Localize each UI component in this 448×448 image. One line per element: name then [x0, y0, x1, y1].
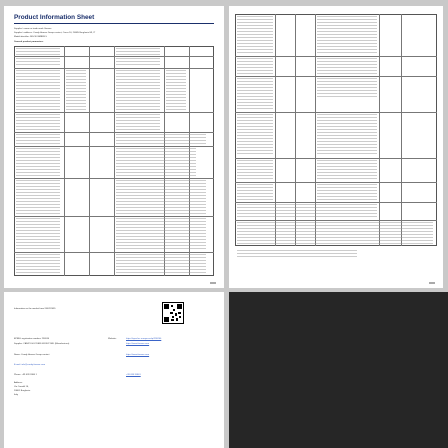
table-text-block [16, 218, 60, 250]
dark-area [229, 292, 448, 448]
table-text-block [237, 222, 433, 244]
address-line: Italy [14, 394, 19, 396]
model-identifier: Model identifier: RGC4C6MBR5.5 [14, 36, 47, 38]
title-rule [14, 23, 214, 24]
table-row-rule [235, 158, 437, 159]
market-info-label: Information on the market from 26/02/2035 [14, 308, 56, 310]
table-text-block [166, 70, 186, 110]
table-text-block [116, 114, 160, 130]
table-text-block [317, 16, 377, 54]
table-row-rule [14, 68, 214, 69]
document-title: Product Information Sheet [14, 14, 95, 21]
table-text-block [16, 70, 60, 110]
table-text-block [317, 58, 377, 74]
table-text-block [116, 180, 206, 214]
table-text-block [237, 184, 273, 200]
supplier-full: Supplier: CANDY HOOVER GROUP SRL (Manufacturer) [14, 343, 70, 345]
table-text-block [317, 160, 377, 180]
table-row-rule [14, 132, 214, 133]
table-row-rule [14, 178, 214, 179]
table-row-rule [14, 146, 214, 147]
website-link[interactable]: https://www.hoover.com [126, 343, 150, 345]
table-row-rule [14, 112, 214, 113]
table-row-rule [235, 220, 437, 221]
table-col-rule [89, 46, 90, 276]
page-number [429, 282, 435, 284]
document-page-3 [4, 292, 224, 448]
table-col-rule [64, 46, 65, 276]
footnote-block [237, 250, 357, 258]
table-row-rule [14, 56, 214, 57]
document-page-1 [4, 6, 224, 288]
table-text-block [237, 58, 273, 74]
table-text-block [16, 180, 60, 214]
table-row-rule [14, 252, 214, 253]
supplier-name-label: Supplier's name or trade mark: Hoover [14, 28, 52, 30]
table-row-rule [235, 112, 437, 113]
table-row-rule [235, 76, 437, 77]
table-text-block [116, 134, 206, 144]
address-label: Address: [14, 382, 23, 384]
table-col-rule [379, 14, 380, 246]
table-text-block [116, 70, 160, 110]
table-text-block [237, 114, 273, 156]
registration-number: EPREL registration number: 236240 [14, 338, 50, 340]
table-text-block [317, 114, 377, 156]
table-text-block [16, 148, 60, 176]
qr-code-icon [162, 302, 184, 324]
table-text-block [237, 16, 273, 54]
table-text-block [116, 58, 160, 66]
document-page-2 [229, 6, 443, 288]
contact-email-link[interactable]: E-mail: info@candy-hoover.com [14, 364, 46, 366]
table-text-block [116, 254, 206, 274]
table-row-rule [235, 202, 437, 203]
contact-name: Name: Candy Hoover Group contact [14, 354, 50, 356]
table-text-block [237, 204, 377, 218]
table-text-block [237, 78, 273, 110]
table-text-block [66, 70, 86, 110]
table-text-block [116, 218, 206, 250]
address-line: 20861 Brugherio [14, 390, 31, 392]
table-row-rule [14, 216, 214, 217]
table-text-block [16, 134, 60, 144]
table-col-rule [114, 46, 115, 276]
website-link[interactable]: https://eprel.ec.europa.eu/qr/236240 [126, 338, 162, 340]
table-col-rule [401, 14, 402, 246]
table-text-block [16, 254, 60, 274]
table-text-block [237, 160, 273, 180]
website-label: Website: [108, 338, 117, 340]
table-text-block [16, 58, 60, 66]
table-text-block [16, 114, 60, 130]
website-link[interactable]: https://www.hoover.com [126, 354, 150, 356]
contact-phone: Phone: +39 039 2086 1 [14, 374, 37, 376]
table-text-block [317, 78, 377, 98]
page-number [210, 282, 216, 284]
supplier-address: Supplier's address: Candy Hoover Group contact, Corso 16, 20865 Brugherio MI, IT [14, 32, 96, 34]
table-text-block [116, 48, 160, 55]
phone-link[interactable]: +39 039 20861 [126, 374, 141, 376]
table-row-rule [235, 56, 437, 57]
table-text-block [116, 148, 196, 176]
general-parameters-heading: General product parameters [14, 41, 44, 43]
table-text-block [317, 184, 377, 200]
table-text-block [16, 48, 60, 55]
table-row-rule [235, 182, 437, 183]
address-line: Via Comolli 16, [14, 386, 29, 388]
